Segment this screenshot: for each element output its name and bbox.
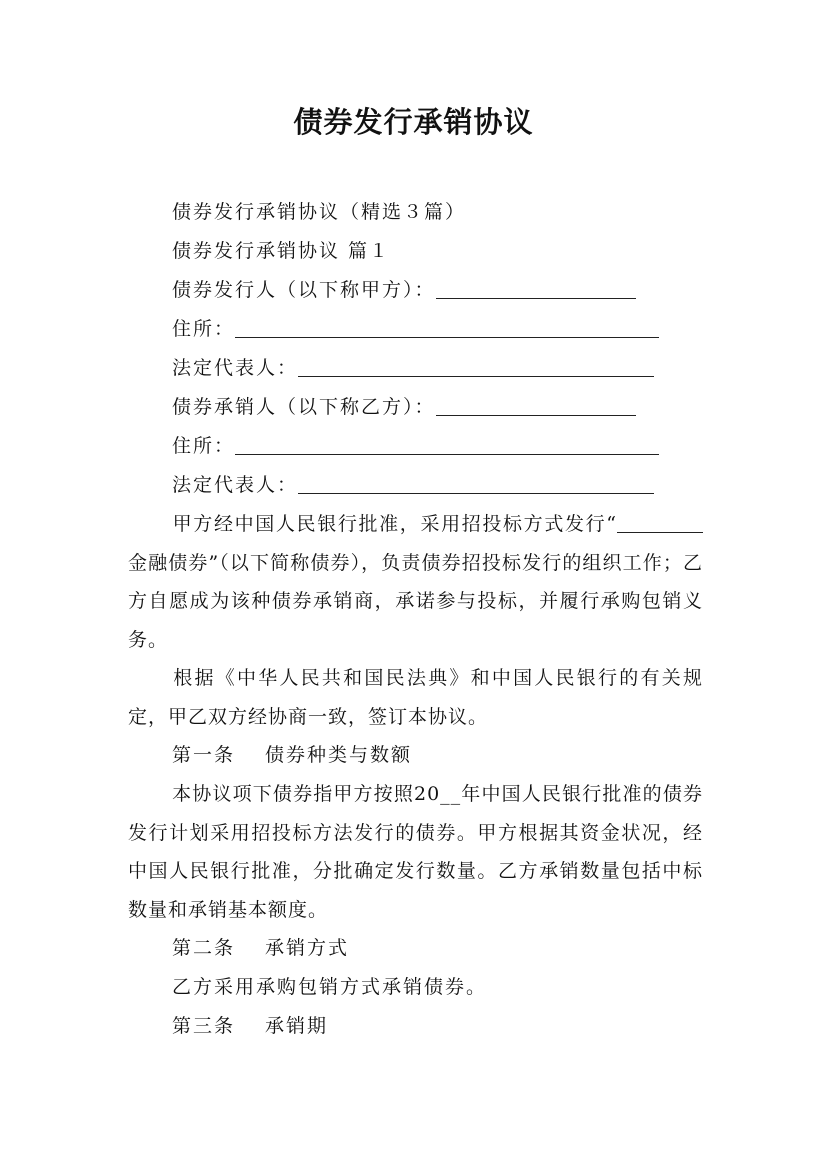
document-title: 债券发行承销协议 — [293, 105, 534, 139]
issuer-blank — [436, 280, 636, 299]
bond-name-blank — [617, 514, 703, 533]
underwriter-address-blank — [235, 436, 659, 455]
paragraph-1 — [128, 505, 703, 659]
underwriter-address-label: 住所： — [172, 435, 236, 457]
article-2-number: 第二条 — [172, 937, 236, 959]
paragraph-3 — [128, 775, 703, 929]
issuer-rep-line — [172, 354, 654, 382]
paragraph-3-text: 本协议项下债券指甲方按照20__年中国人民银行批准的债券发行计划采用招投标方法发行的债券。甲方根据其资金状况，经中国人民银行批准，分批确定发行数量。乙方承销数量包括中标数量和承销基本额度。 — [128, 783, 703, 921]
article-3-heading — [172, 1012, 328, 1040]
article-3-title: 承销期 — [265, 1015, 329, 1037]
underwriter-rep-label: 法定代表人： — [172, 474, 299, 496]
issuer-line — [172, 276, 636, 304]
underwriter-address-line — [172, 432, 659, 460]
underwriter-label: 债券承销人（以下称乙方）： — [172, 396, 436, 418]
subtitle-text: 债券发行承销协议（精选３篇） — [172, 201, 467, 223]
article-2-heading — [172, 934, 349, 962]
issuer-label: 债券发行人（以下称甲方）： — [172, 279, 436, 301]
paragraph-2-text: 根据《中华人民共和国民法典》和中国人民银行的有关规定，甲乙双方经协商一致，签订本协议。 — [128, 667, 703, 728]
subtitle — [172, 198, 466, 226]
paragraph-1-part-b: 金融债券”（以下简称债券），负责债券招投标发行的组织工作；乙方自愿成为该种债券承销商，承诺参与投标，并履行承购包销义务。 — [128, 551, 703, 651]
article-1-number: 第一条 — [172, 744, 236, 766]
part-heading — [172, 237, 390, 265]
issuer-address-line — [172, 315, 659, 343]
underwriter-blank — [436, 397, 636, 416]
underwriter-rep-line — [172, 471, 654, 499]
underwriter-rep-blank — [298, 475, 654, 494]
article-1-title: 债券种类与数额 — [265, 744, 413, 766]
paragraph-1-part-a: 甲方经中国人民银行批准，采用招投标方式发行“ — [172, 513, 617, 535]
paragraph-4 — [172, 973, 487, 1001]
issuer-rep-label: 法定代表人： — [172, 357, 299, 379]
underwriter-line — [172, 393, 636, 421]
article-3-number: 第三条 — [172, 1015, 236, 1037]
paragraph-4-text: 乙方采用承购包销方式承销债券。 — [172, 976, 488, 998]
issuer-address-label: 住所： — [172, 318, 236, 340]
issuer-address-blank — [235, 319, 659, 338]
article-1-heading — [172, 741, 412, 769]
part-heading-text: 债券发行承销协议 篇１ — [172, 240, 391, 262]
paragraph-2 — [128, 659, 703, 736]
article-2-title: 承销方式 — [265, 937, 350, 959]
issuer-rep-blank — [298, 358, 654, 377]
